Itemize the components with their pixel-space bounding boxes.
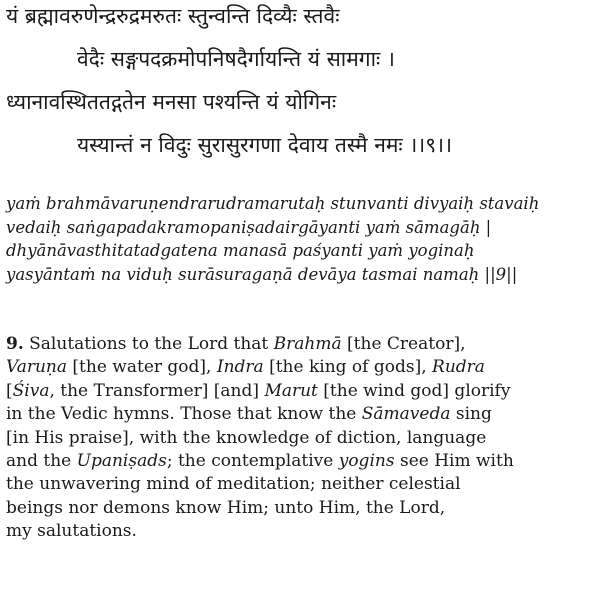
verse-number: 9. [6, 334, 24, 354]
translation-text: , the Transformer] [and] [49, 380, 265, 401]
scripture-name: Sāmaveda [361, 404, 451, 425]
term: yogins [338, 451, 395, 472]
transliteration-line-3: dhyānāvasthitatadgatena manasā paśyanti yaṁ yoginaḥ [6, 241, 475, 260]
translation-text: Salutations to the Lord that [23, 334, 274, 354]
verse-line-3: ध्यानावस्थिततद्गतेन मनसा पश्यन्ति यं योगिनः [6, 90, 337, 114]
deity-name: Śiva [12, 380, 50, 401]
deity-name: Indra [216, 357, 264, 378]
translation-line-9: my salutations. [6, 521, 137, 542]
translation-line-3 [6, 380, 596, 403]
translation-text: [the water god], [67, 357, 217, 378]
transliteration-block [6, 192, 596, 286]
deity-name: Marut [264, 380, 318, 401]
verse-line-2: वेदैः सङ्गपदक्रमोपनिषदैर्गायन्ति यं सामगाः । [77, 47, 395, 71]
translation-text: [ [6, 380, 13, 401]
transliteration-line-4: yasyāntaṁ na viduḥ surāsuragaṇā devāya tasmai namaḥ ||9|| [6, 264, 518, 284]
deity-name: Rudra [432, 357, 485, 378]
translation-text: and the [6, 451, 77, 472]
translation-line-2 [6, 356, 596, 379]
translation-line-5: [in His praise], with the knowledge of diction, language [6, 427, 487, 448]
translation-text: see Him with [394, 451, 514, 472]
scripture-name: Upaniṣads [76, 451, 167, 472]
translation-text: ; the contemplative [166, 451, 339, 472]
translation-line-8: beings nor demons know Him; unto Him, the Lord, [6, 497, 446, 518]
deity-name: Brahmā [273, 334, 342, 354]
translation-text: [the Creator], [341, 334, 466, 354]
transliteration-line-1: yaṁ brahmāvaruṇendrarudramarutaḥ stunvanti divyaiḥ stavaiḥ [6, 194, 540, 213]
translation-line-4 [6, 403, 596, 426]
translation-text: in the Vedic hymns. Those that know the [6, 404, 362, 425]
translation-text: [the king of gods], [263, 357, 433, 378]
translation-line-6 [6, 450, 596, 473]
translation-text: sing [450, 404, 492, 425]
deity-name: Varuṇa [6, 357, 68, 378]
verse-line-4: यस्यान्तं न विदुः सुरासुरगणा देवाय तस्मै नमः ।।९।। [77, 133, 453, 157]
translation-text: [the wind god] glorify [317, 380, 511, 401]
translation-line-7: the unwavering mind of meditation; neither celestial [6, 474, 461, 495]
translation-paragraph [6, 333, 596, 544]
verse-line-1: यं ब्रह्मावरुणेन्द्ररुद्रमरुतः स्तुन्वन्ति दिव्यैः स्तवैः [6, 4, 340, 28]
translation-line-1 [6, 333, 596, 356]
transliteration-line-2: vedaiḥ saṅgapadakramopaniṣadairgāyanti yaṁ sāmagāḥ | [6, 217, 492, 237]
